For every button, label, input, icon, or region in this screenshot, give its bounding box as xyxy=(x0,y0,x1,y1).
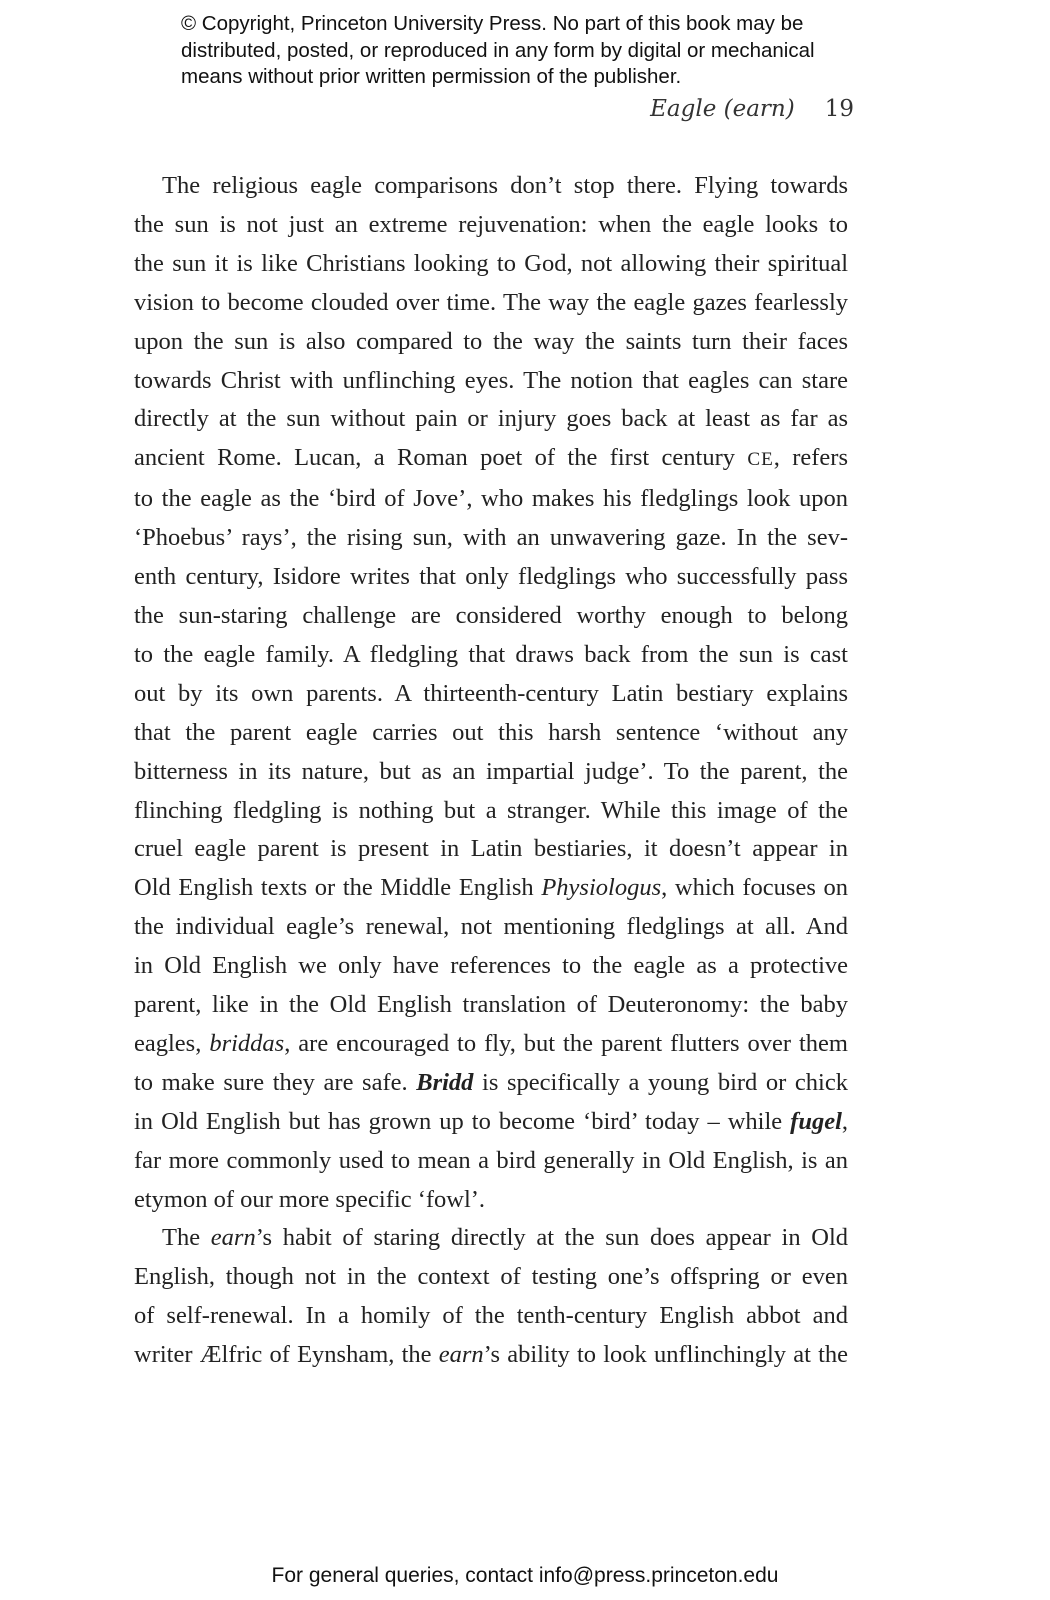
text-line: parent, like in the Old English translation of Deuteronomy: the baby xyxy=(134,991,848,1019)
italic-term: earn xyxy=(438,1341,484,1369)
text-line: of self-renewal. In a homily of the tenth-century English abbot and xyxy=(134,1302,848,1330)
text-run: ancient Rome. Lucan, a Roman poet of the first century xyxy=(134,444,735,472)
paragraph xyxy=(134,1219,848,1375)
text-line: English, though not in the context of testing one’s offspring or even xyxy=(134,1263,848,1291)
text-run: to make sure they are safe. xyxy=(134,1068,408,1096)
text-line: to the eagle as the ‘bird of Jove’, who makes his fledglings look upon xyxy=(134,485,848,513)
text-run: , are encouraged to fly, but the parent flutters over them xyxy=(284,1029,848,1057)
footer-contact: For general queries, contact info@press.princeton.edu xyxy=(271,1564,779,1587)
italic-term: Physiologus xyxy=(541,874,662,902)
running-head xyxy=(650,96,854,122)
running-head-title: Eagle (earn) xyxy=(650,96,795,122)
text-line: flinching fledgling is nothing but a stranger. While this image of the xyxy=(134,796,848,824)
copyright-notice xyxy=(181,11,901,91)
body-text xyxy=(134,167,848,1375)
text-line: etymon of our more specific ‘fowl’. xyxy=(134,1185,486,1213)
text-run: eagles, xyxy=(134,1029,202,1057)
text-line: far more commonly used to mean a bird generally in Old English, is an xyxy=(134,1146,848,1174)
text-run: Old English texts or the Middle English xyxy=(134,874,534,902)
text-line: the sun it is like Christians looking to God, not allowing their spiritual xyxy=(134,249,848,277)
text-line xyxy=(134,1064,848,1103)
text-line: cruel eagle parent is present in Latin bestiaries, it doesn’t appear in xyxy=(134,835,848,863)
text-run: in Old English but has grown up to become ‘bird’ today – while xyxy=(134,1107,783,1135)
text-line: ‘Phoebus’ rays’, the rising sun, with an unwavering gaze. In the sev- xyxy=(134,524,848,552)
text-run: , which focuses on xyxy=(661,874,848,902)
copyright-line: © Copyright, Princeton University Press. No part of this book may be xyxy=(181,12,804,35)
italic-term: earn xyxy=(210,1224,256,1252)
text-line xyxy=(134,1219,848,1258)
copyright-line: means without prior written permission of the publisher. xyxy=(181,65,682,88)
text-line: directly at the sun without pain or injury goes back at least as far as xyxy=(134,405,848,433)
text-line: vision to become clouded over time. The way the eagle gazes fearlessly xyxy=(134,288,848,316)
era-abbreviation: CE xyxy=(747,449,774,471)
text-line: the individual eagle’s renewal, not mentioning fledglings at all. And xyxy=(134,913,848,941)
text-line xyxy=(134,1025,848,1064)
text-line xyxy=(134,439,848,480)
italic-term: briddas xyxy=(209,1029,285,1057)
text-line xyxy=(134,869,848,908)
text-run: ’s habit of staring directly at the sun does appear in Old xyxy=(255,1224,848,1252)
text-line: bitterness in its nature, but as an impartial judge’. To the parent, the xyxy=(134,757,848,785)
text-line: The religious eagle comparisons don’t stop there. Flying towards xyxy=(162,172,848,199)
headword: fugel xyxy=(790,1107,842,1135)
text-line: out by its own parents. A thirteenth-century Latin bestiary explains xyxy=(134,679,848,707)
text-run: The xyxy=(162,1224,201,1252)
text-run: ’s ability to look unflinchingly at the xyxy=(483,1341,849,1369)
text-line: upon the sun is also compared to the way the saints turn their faces xyxy=(134,327,848,355)
text-run: , xyxy=(841,1107,848,1135)
text-line: in Old English we only have references to the eagle as a protective xyxy=(134,952,848,980)
text-line: towards Christ with unflinching eyes. The notion that eagles can stare xyxy=(134,366,848,394)
text-line: enth century, Isidore writes that only fledglings who successfully pass xyxy=(134,563,848,591)
page-number: 19 xyxy=(824,96,854,122)
paragraph xyxy=(134,167,848,1219)
text-line xyxy=(134,1103,848,1142)
copyright-line: distributed, posted, or reproduced in any form by digital or mechanical xyxy=(181,38,815,62)
text-line: that the parent eagle carries out this harsh sentence ‘without any xyxy=(134,718,848,746)
text-run: is specifically a young bird or chick xyxy=(482,1068,848,1096)
text-line: the sun is not just an extreme rejuvenation: when the eagle looks to xyxy=(134,210,848,238)
text-run: writer Ælfric of Eynsham, the xyxy=(134,1341,432,1369)
text-line xyxy=(134,1336,848,1375)
text-line: the sun-staring challenge are considered worthy enough to belong xyxy=(134,601,848,629)
headword: Bridd xyxy=(416,1068,474,1096)
text-line: to the eagle family. A fledgling that draws back from the sun is cast xyxy=(134,640,848,668)
text-run: , refers xyxy=(773,444,849,472)
